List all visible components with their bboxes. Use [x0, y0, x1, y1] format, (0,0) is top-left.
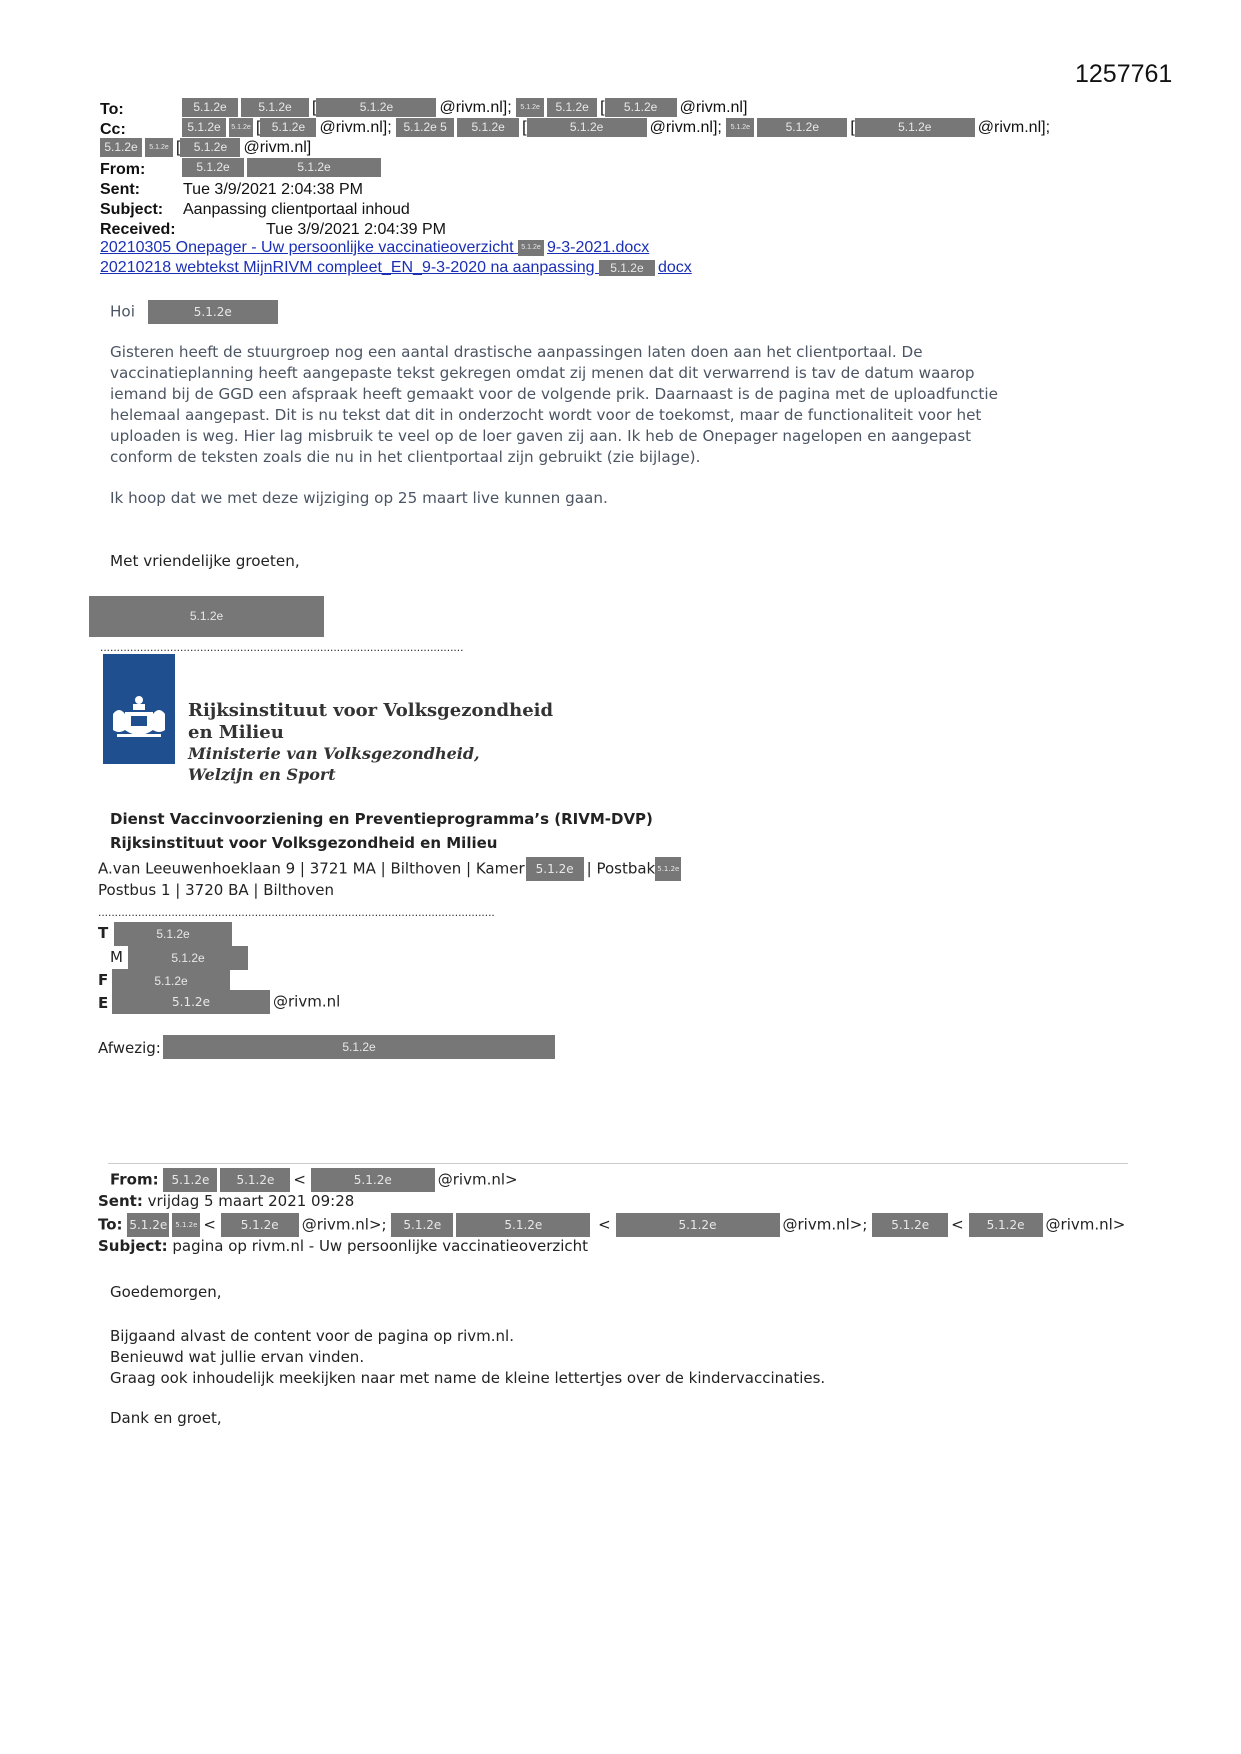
email-label: E	[98, 994, 109, 1012]
fwd-greeting: Goedemorgen,	[110, 1283, 222, 1301]
fwd-body: Bijgaand alvast de content voor de pagina op rivm.nl. Benieuwd wat jullie ervan vinden. Graag ook inhoudelijk meekijken naar met name de kleine lettertjes over de kindervaccinaties.	[110, 1327, 826, 1387]
fax-label: F	[98, 971, 109, 989]
header-subject-row	[100, 200, 163, 220]
redaction: 5.1.2e	[311, 1168, 435, 1192]
cc-label: Cc:	[100, 121, 126, 138]
redaction: 5.1.2e	[128, 946, 248, 970]
redaction: 5.1.2e	[112, 990, 270, 1014]
email-domain: @rivm.nl];	[439, 99, 512, 116]
attachment-link-1[interactable]: 20210305 Onepager - Uw persoonlijke vaccinatieoverzicht 5.1.2e 9-3-2021.docx	[100, 239, 650, 256]
header-cc-row	[100, 120, 126, 140]
redaction: 5.1.2e	[182, 98, 238, 117]
header-received-row	[100, 220, 176, 240]
institute: Rijksinstituut voor Volksgezondheid en Milieu	[110, 834, 498, 852]
sent-value: Tue 3/9/2021 2:04:38 PM	[183, 181, 363, 198]
redaction: 5.1.2e	[163, 1168, 217, 1192]
closing-line: Met vriendelijke groeten,	[110, 552, 300, 570]
redaction: 5.1.2e	[114, 922, 232, 946]
email-domain: @rivm.nl]	[243, 139, 312, 156]
redaction: 5.1.2e	[855, 118, 975, 137]
cc-recipients-cont: 5.1.2e 5.1.2e [ 5.1.2e @rivm.nl]	[100, 138, 311, 158]
logo-line-3: Ministerie van Volksgezondheid,	[188, 744, 480, 763]
department: Dienst Vaccinvoorziening en Preventieprogramma’s (RIVM-DVP)	[110, 810, 653, 828]
redaction: 5.1.2e	[316, 98, 436, 117]
redaction: 5.1.2e	[247, 158, 381, 177]
mobile-value	[128, 946, 251, 970]
from-label: From:	[100, 161, 146, 178]
address-line-2: Postbus 1 | 3720 BA | Bilthoven	[98, 881, 335, 899]
redaction: 5.1.2e	[145, 138, 173, 157]
redaction: 5.1.2e	[516, 98, 544, 117]
logo-line-4: Welzijn en Sport	[188, 765, 336, 784]
redaction: 5.1.2e	[969, 1213, 1043, 1237]
document-number: 1257761	[1075, 60, 1173, 88]
redaction: 5.1.2e	[220, 1168, 290, 1192]
redaction: 5.1.2e 5	[396, 118, 454, 137]
greeting-line: Hoi 5.1.2e	[110, 300, 281, 324]
redaction: 5.1.2e	[526, 857, 584, 881]
forward-divider	[108, 1163, 1128, 1164]
dotted-divider: .......................................................................................................................	[98, 905, 495, 919]
attachment-link-2[interactable]: 20210218 webtekst MijnRIVM compleet_EN_9-3-2020 na aanpassing 5.1.2e docx	[100, 259, 692, 276]
from-sender	[182, 158, 384, 178]
redaction: 5.1.2e	[229, 118, 253, 137]
absent-value	[163, 1035, 558, 1059]
redaction: 5.1.2e	[757, 118, 847, 137]
email-domain: @rivm.nl];	[977, 119, 1051, 136]
redaction: 5.1.2e	[260, 118, 316, 137]
redaction: 5.1.2e	[100, 138, 142, 157]
absent-label: Afwezig:	[98, 1039, 161, 1057]
redaction: 5.1.2e	[605, 98, 677, 117]
redaction: 5.1.2e	[599, 260, 655, 276]
redaction: 5.1.2e	[241, 98, 309, 117]
fwd-from-row: From: 5.1.2e 5.1.2e < 5.1.2e @rivm.nl>	[110, 1168, 518, 1192]
received-value: Tue 3/9/2021 2:04:39 PM	[266, 221, 446, 238]
phone-value	[114, 922, 235, 946]
fwd-sent-row: Sent: vrijdag 5 maart 2021 09:28	[98, 1192, 355, 1210]
header-from-row	[100, 160, 145, 180]
logo-line-2: en Milieu	[188, 722, 284, 743]
redaction: 5.1.2e	[547, 98, 597, 117]
redaction: 5.1.2e	[221, 1213, 299, 1237]
email-domain: @rivm.nl]	[679, 99, 748, 116]
email-domain: @rivm.nl];	[319, 119, 392, 136]
fwd-subject-row: Subject: pagina op rivm.nl - Uw persoonlijke vaccinatieoverzicht	[98, 1237, 589, 1255]
redaction: 5.1.2e	[89, 596, 324, 637]
sent-label: Sent:	[100, 181, 140, 198]
logo-line-1: Rijksinstituut voor Volksgezondheid	[188, 700, 554, 721]
subject-value: Aanpassing clientportaal inhoud	[183, 201, 410, 218]
rijksoverheid-logo	[103, 654, 175, 764]
redaction: 5.1.2e	[172, 1213, 200, 1237]
redaction: 5.1.2e	[518, 240, 544, 256]
email-domain: @rivm.nl];	[649, 119, 722, 136]
fwd-to-row: To: 5.1.2e 5.1.2e < 5.1.2e @rivm.nl>; 5.1.2e 5.1.2e < 5.1.2e @rivm.nl>; 5.1.2e < 5.1.2e @rivm.nl>	[98, 1213, 1125, 1237]
to-label: To:	[100, 101, 124, 118]
hope-line: Ik hoop dat we met deze wijziging op 25 maart live kunnen gaan.	[110, 489, 608, 507]
email-value: 5.1.2e @rivm.nl	[112, 990, 340, 1014]
redaction: 5.1.2e	[456, 1213, 590, 1237]
redaction: 5.1.2e	[872, 1213, 948, 1237]
fwd-closing: Dank en groet,	[110, 1409, 222, 1427]
to-recipients: 5.1.2e 5.1.2e [ 5.1.2e @rivm.nl]; 5.1.2e 5.1.2e [ 5.1.2e @rivm.nl]	[182, 98, 747, 118]
redaction: 5.1.2e	[527, 118, 647, 137]
redaction: 5.1.2e	[457, 118, 519, 137]
redaction: 5.1.2e	[182, 158, 244, 177]
cc-recipients: 5.1.2e 5.1.2e [ 5.1.2e @rivm.nl]; 5.1.2e 5 5.1.2e [ 5.1.2e @rivm.nl]; 5.1.2e 5.1.2e [ 5.1.2e @rivm.nl];	[182, 118, 1050, 138]
header-to-row	[100, 100, 124, 120]
redaction: 5.1.2e	[163, 1035, 555, 1059]
phone-label: T	[98, 924, 109, 942]
subject-label: Subject:	[100, 201, 164, 218]
message-paragraph: Gisteren heeft de stuurgroep nog een aantal drastische aanpassingen laten doen aan het clientportaal. De vaccinatieplanning heeft aangepaste tekst gekregen omdat zij menen dat dit verwarrend is tav de datum waarop iemand bij de GGD een afspraak heeft gemaakt voor de volgende prik. Daarnaast is de pagina met de uploadfunctie helemaal aangepast. Dit is nu tekst dat dit in onderzocht wordt voor de toekomst, maar de functionaliteit voor het uploaden is weg. Hier lag misbruik te veel op de loer gaven zij aan. Ik heb de Onepager nagelopen en aangepast conform de teksten zoals die nu in het clientportaal zijn gebruikt (zie bijlage).	[110, 343, 998, 466]
redaction: 5.1.2e	[148, 300, 278, 324]
received-label: Received:	[100, 221, 176, 238]
redaction: 5.1.2e	[616, 1213, 780, 1237]
redaction: 5.1.2e	[726, 118, 754, 137]
redaction: 5.1.2e	[112, 969, 230, 993]
redaction: 5.1.2e	[127, 1213, 169, 1237]
redaction: 5.1.2e	[182, 118, 226, 137]
redaction: 5.1.2e	[391, 1213, 453, 1237]
signature-name	[89, 596, 327, 637]
redaction: 5.1.2e	[180, 138, 240, 157]
crest-icon	[103, 654, 175, 764]
dotted-divider: .............................................................................................................	[100, 640, 464, 654]
header-sent-row	[100, 180, 140, 200]
address-line-1: A.van Leeuwenhoeklaan 9 | 3721 MA | Bilthoven | Kamer 5.1.2e | Postbak 5.1.2e	[98, 857, 684, 881]
redaction: 5.1.2e	[655, 857, 681, 881]
mobile-label: M	[110, 948, 123, 966]
